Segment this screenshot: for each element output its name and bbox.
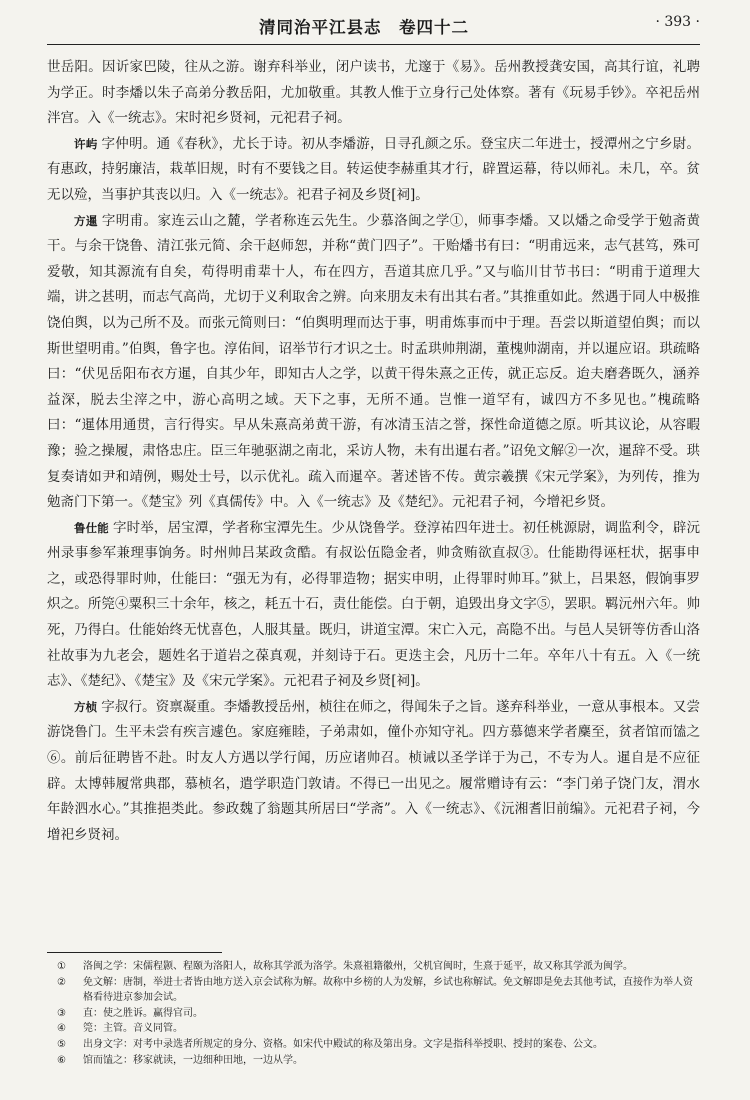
footnote-text: 馆而馌之：移家就读，一边细种田地，一边从学。	[83, 1054, 303, 1066]
footnotes	[47, 952, 700, 1068]
footnote	[47, 1053, 700, 1069]
footnote-text: 筦：主管。音义同管。	[83, 1023, 183, 1035]
intro-paragraph: 世岳阳。因䜣家巴陵，往从之游。谢弃科举业，闭户读书，尤邃于《易》。岳州教授龚安国，高其行谊，礼聘为学正。时李燔以朱子高弟分教岳阳，尤加敬重。其教人惟于立身行己处体察。著有《玩易手钞》。卒祀岳州泮宫。入《一统志》。宋时祀乡贤祠，元祀君子祠。	[47, 59, 700, 127]
footnote	[47, 1037, 700, 1053]
entry-text: 字仲明。通《春秋》，尤长于诗。初从李燔游，日寻孔颜之乐。登宝庆二年进士，授潭州之宁乡尉。有惠政，持躬廉洁，栽革旧规，时有不要钱之目。转运使李赫重其才行，辟置运幕，待以师礼。未几，卒。贫无以殓，当事护其丧以归。入《一统志》。祀君子祠及乡贤[祠]。	[47, 135, 701, 203]
biography-entry	[47, 209, 700, 516]
footnote-number: ②	[57, 976, 66, 988]
footnote-number: ①	[57, 961, 66, 972]
footnote	[47, 975, 700, 1006]
footnote-number: ⑤	[57, 1038, 66, 1050]
footnote	[47, 959, 700, 975]
footnote-number: ⑥	[57, 1054, 66, 1066]
entry-name: 方暹	[74, 213, 98, 228]
entry-name: 鲁仕能	[74, 520, 109, 535]
footnote-text: 出身文字：对考中录选者所规定的身分、资格。如宋代中殿试的称及第出身。文字是指科举授职、授封的案卷、公文。	[83, 1038, 603, 1050]
footnote-number: ③	[57, 1007, 66, 1019]
footnote-number: ④	[57, 1023, 66, 1035]
footnote-text: 直：使之胜诉。赢得官司。	[83, 1007, 203, 1019]
entry-name: 许屿	[74, 136, 98, 151]
footnote	[47, 1021, 700, 1037]
page-header	[47, 0, 700, 45]
page-number: · 393 ·	[655, 14, 700, 30]
entry-name: 方桢	[74, 699, 98, 714]
biography-entry	[47, 132, 700, 209]
entry-text: 字明甫。家连云山之麓，学者称连云先生。少慕洛闽之学①，师事李燔。又以燔之命受学于勉斋黄干。与余干饶鲁、清江张元简、余干赵师恕，并称“黄门四子”。干贻燔书有曰：“明甫远来，志气甚笃，殊可爱敬，知其源流有自矣，苟得明甫辈十人，布在四方，吾道其庶几乎。”又与临川甘节书曰：“明甫于道理大端，讲之甚明，而志气高尚，尤切于义利取舍之辨。向来朋友未有出其右者。”其推重如此。然遇于同人中极推饶伯舆，以为己所不及。而张元简则曰：“伯舆明理而达于事，明甫炼事而中于理。吾尝以斯道望伯舆；而以斯世望明甫。”伯舆，鲁字也。淳佑间，诏举节行才识之士。时孟珙帅荆湖，董槐帅湖南，并以暹应诏。珙疏略曰：“伏见岳阳布衣方暹，自其少年，即知古人之学，以黄干得朱熹之正传，就正忘反。迨夫磨砻既久，涵养益深，脱去尘滓之中，游心高明之域。天下之事，无所不通。岂惟一道罕有，诚四方不多见也。”槐疏略曰：“暹体用通贯，言行得实。早从朱熹高弟黄干游，有冰清玉洁之誉，探性命道德之原。听其议论，从容暇豫；验之操履，肃恪忠庄。臣三年驰驱湖之南北，采访人物，未有出暹右者。”诏免文解②一次，暹辞不受。珙复奏请如尹和靖例，赐处士号，以示优礼。疏入而暹卒。著述皆不传。黄宗羲撰《宋元学案》，为列传，推为勉斋门下第一。《楚宝》列《真儒传》中。入《一统志》及《楚纪》。元祀君子祠，今增祀乡贤。	[47, 212, 701, 511]
footnote-text: 免文解：唐制，举进士者皆由地方送入京会试称为解。故称中乡榜的人为发解，乡试也称解试。免文解即是免去其他考试，直接作为举人资格看待进京参加会试。	[83, 976, 693, 1004]
footnote-text: 洛闽之学：宋儒程颢、程颐为洛阳人，故称其学派为洛学。朱熹祖籍徽州，父机官闽时，生熹于延平，故又称其学派为闽学。	[83, 961, 633, 972]
footnote	[47, 1006, 700, 1022]
footnote-divider	[47, 952, 222, 953]
entry-text: 字叔行。资禀凝重。李燔教授岳州，桢往在师之，得闻朱子之旨。遂弃科举业，一意从事根本。又尝游饶鲁门。生平未尝有疾言遽色。家庭雍睦，子弟肃如，僮仆亦知守礼。四方慕德来学者麇至，贫者馆而馌之⑥。前后征聘皆不赴。时友人方遇以学行闻，历应诸帅召。桢诫以圣学详于为己，不专为人。暹自是不应征辟。太博韩履常典郡，慕桢名，遣学职造门敦请。不得已一出见之。履常赠诗有云：“李门弟子饶门友，渭水年龄泗水心。”其推挹类此。参政魏了翁题其所居曰“学斋”。入《一统志》、《沅湘耆旧前编》。元祀君子祠，今增祀乡贤祠。	[47, 698, 701, 843]
entry-text: 字时举，居宝潭，学者称宝潭先生。少从饶鲁学。登淳祐四年进士。初任桃源尉，调监利令，辟沅州录事参军兼理事饷务。时州帅吕某政贪酷。有叔讼伍隐金者，帅贪贿欲直叔③。仕能勘得诬枉状，据事申之，或恐得罪时帅，仕能曰：“强无为有，必得罪造物；据实申明，止得罪时帅耳。”狱上，吕果怒，假饷事罗炽之。所筦④粟积三十余年，核之，耗五十石，责仕能偿。白于朝，追毁出身文字⑤，罢职。羁沅州六年。帅死，乃得白。仕能始终无忧喜色，人服其量。既归，讲道宝潭。宋亡入元，高隐不出。与邑人吴钘等仿香山洛社故事为九老会，题姓名于道岩之葆真观，并刻诗于石。更迭主会，凡历十二年。卒年八十有五。入《一统志》、《楚纪》、《楚宝》及《宋元学案》。元祀君子祠及乡贤[祠]。	[47, 519, 701, 690]
running-title: 清同治平江县志 卷四十二	[259, 18, 469, 37]
biography-entry	[47, 695, 700, 849]
biography-entry	[47, 516, 700, 695]
main-text	[47, 55, 700, 848]
